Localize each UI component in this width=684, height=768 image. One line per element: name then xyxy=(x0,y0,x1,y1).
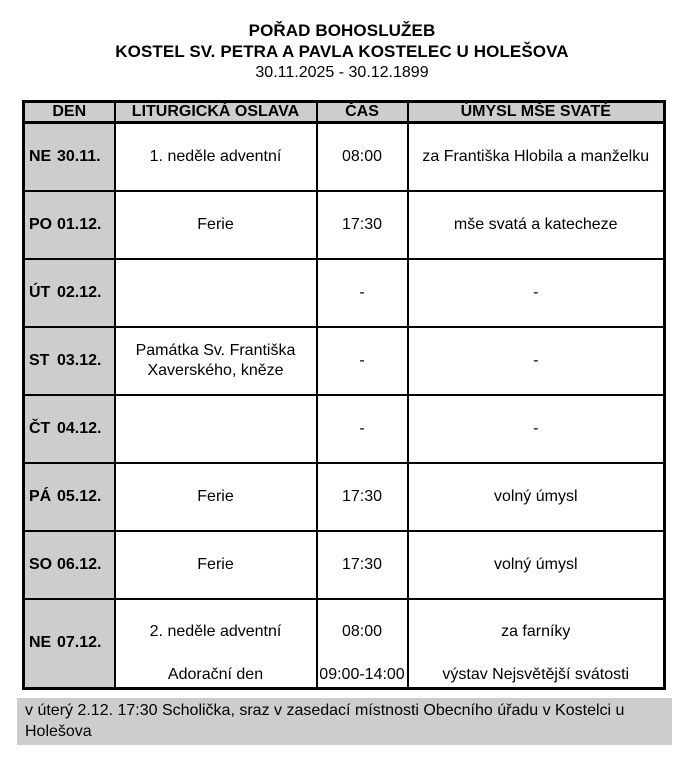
time-cell: 17:30 xyxy=(317,191,408,259)
column-header-celebration: LITURGICKÁ OSLAVA xyxy=(115,102,317,123)
table-row xyxy=(24,531,665,599)
celebration-cell xyxy=(115,599,317,689)
church-name: KOSTEL SV. PETRA A PAVLA KOSTELEC U HOLEŠOVA xyxy=(115,42,569,61)
intention-cell: mše svatá a katecheze xyxy=(408,191,665,259)
intention-cell: - xyxy=(408,327,665,395)
day-cell xyxy=(24,123,115,191)
intention-cell: - xyxy=(408,259,665,327)
celebration-line-2: Adorační den xyxy=(167,665,264,683)
column-header-time: ČAS xyxy=(317,102,408,123)
day-date: 04.12. xyxy=(57,419,102,437)
intention-cell xyxy=(408,599,665,689)
day-cell xyxy=(24,599,115,689)
time-cell: - xyxy=(317,327,408,395)
day-date: 05.12. xyxy=(57,487,102,505)
table-row xyxy=(24,463,665,531)
time-cell: 08:00 xyxy=(317,123,408,191)
column-header-day: DEN xyxy=(24,102,115,123)
day-abbr: ČT xyxy=(29,419,51,437)
intention-cell: - xyxy=(408,395,665,463)
time-line-1: 08:00 xyxy=(341,622,383,640)
day-abbr: PÁ xyxy=(29,487,52,505)
celebration-cell: Ferie xyxy=(115,191,317,259)
table-row xyxy=(24,123,665,191)
day-abbr: SO xyxy=(29,555,53,573)
time-cell: - xyxy=(317,259,408,327)
time-cell xyxy=(317,599,408,689)
table-row xyxy=(24,599,665,689)
footer-note: v úterý 2.12. 17:30 Scholička, sraz v zasedací místnosti Obecního úřadu v Kostelci u Holešova xyxy=(17,698,672,745)
table-header-row xyxy=(24,102,665,123)
column-header-intention: ÚMYSL MŠE SVATÉ xyxy=(408,102,665,123)
celebration-cell: Památka Sv. Františka Xaverského, kněze xyxy=(115,327,317,395)
table-row xyxy=(24,259,665,327)
table-row xyxy=(24,191,665,259)
day-abbr: PO xyxy=(29,215,53,233)
document-title: POŘAD BOHOSLUŽEB xyxy=(248,21,436,40)
date-range: 30.11.2025 - 30.12.1899 xyxy=(255,64,429,81)
day-abbr: ST xyxy=(29,351,50,369)
celebration-cell xyxy=(115,395,317,463)
intention-cell: volný úmysl xyxy=(408,531,665,599)
day-date: 02.12. xyxy=(57,283,102,301)
table-row xyxy=(24,327,665,395)
day-cell xyxy=(24,531,115,599)
time-line-2: 09:00-14:00 xyxy=(319,665,405,683)
table-row xyxy=(24,395,665,463)
day-cell xyxy=(24,327,115,395)
intention-line-1: za farníky xyxy=(501,622,571,640)
time-cell: 17:30 xyxy=(317,463,408,531)
day-date: 01.12. xyxy=(57,215,102,233)
day-date: 03.12. xyxy=(57,351,102,369)
day-date: 07.12. xyxy=(57,634,102,651)
intention-cell: volný úmysl xyxy=(408,463,665,531)
day-date: 06.12. xyxy=(57,555,102,573)
celebration-cell: 1. neděle adventní xyxy=(115,123,317,191)
day-abbr: ÚT xyxy=(29,283,51,301)
celebration-cell: Ferie xyxy=(115,531,317,599)
intention-cell: za Františka Hlobila a manželku xyxy=(408,123,665,191)
day-abbr: NE xyxy=(29,147,52,165)
celebration-cell xyxy=(115,259,317,327)
day-cell xyxy=(24,259,115,327)
schedule-table xyxy=(22,100,666,690)
day-cell xyxy=(24,463,115,531)
day-date: 30.11. xyxy=(57,147,101,165)
celebration-line-1: 2. neděle adventní xyxy=(149,622,282,640)
day-cell xyxy=(24,395,115,463)
document-header xyxy=(0,0,684,83)
time-cell: - xyxy=(317,395,408,463)
day-abbr: NE xyxy=(29,634,52,651)
intention-line-2: výstav Nejsvětější svátosti xyxy=(442,665,630,683)
day-cell xyxy=(24,191,115,259)
celebration-cell: Ferie xyxy=(115,463,317,531)
time-cell: 17:30 xyxy=(317,531,408,599)
